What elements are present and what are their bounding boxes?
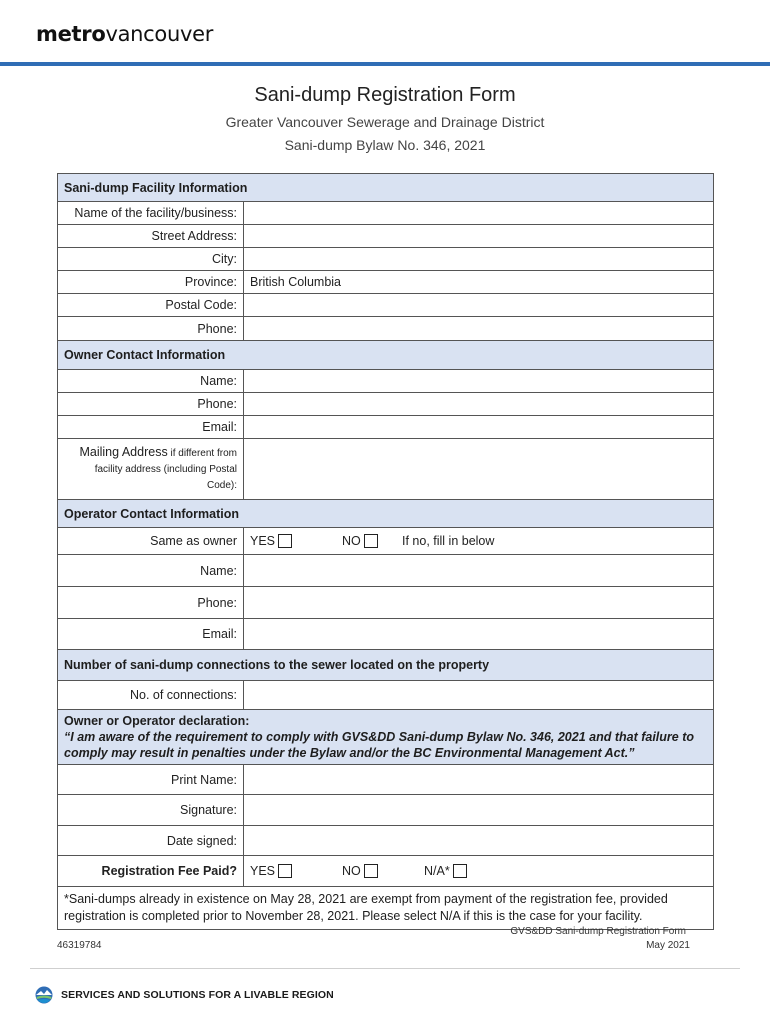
owner-section-heading: Owner Contact Information <box>58 341 714 370</box>
same-as-owner-no[interactable] <box>342 534 402 549</box>
operator-name-field[interactable] <box>244 555 714 587</box>
same-as-owner-yes-label: YES <box>250 533 276 548</box>
declaration-heading: Owner or Operator declaration: <box>64 714 250 728</box>
footer-rule <box>30 968 740 969</box>
fee-paid-yes[interactable] <box>250 864 342 879</box>
facility-name-field[interactable] <box>244 202 714 225</box>
fee-paid-no-checkbox[interactable] <box>364 864 378 878</box>
footer-date: May 2021 <box>646 940 690 951</box>
fee-paid-na[interactable] <box>424 864 467 879</box>
connections-section-heading: Number of sani-dump connections to the sewer located on the property <box>58 650 714 681</box>
print-name-label: Print Name: <box>58 765 244 795</box>
postal-code-field[interactable] <box>244 294 714 317</box>
signature-label: Signature: <box>58 795 244 826</box>
operator-name-label: Name: <box>58 555 244 587</box>
owner-name-field[interactable] <box>244 370 714 393</box>
facility-phone-field[interactable] <box>244 317 714 341</box>
fee-paid-options <box>244 856 714 887</box>
registration-form-table <box>57 173 714 930</box>
connections-field[interactable] <box>244 681 714 710</box>
operator-email-field[interactable] <box>244 619 714 650</box>
fee-paid-yes-label: YES <box>250 863 276 878</box>
fee-paid-na-checkbox[interactable] <box>453 864 467 878</box>
same-as-owner-yes-checkbox[interactable] <box>278 534 292 548</box>
postal-code-label: Postal Code: <box>58 294 244 317</box>
owner-name-label: Name: <box>58 370 244 393</box>
page-title: Sani-dump Registration Form <box>254 84 516 106</box>
mailing-address-field[interactable] <box>244 439 714 500</box>
document-number: 46319784 <box>57 940 102 951</box>
facility-phone-label: Phone: <box>58 317 244 341</box>
signature-field[interactable] <box>244 795 714 826</box>
owner-phone-field[interactable] <box>244 393 714 416</box>
declaration-statement: “I am aware of the requirement to comply with GVS&DD Sani-dump Bylaw No. 346, 2021 and that failure to comply may result in penalties under the Bylaw and/or the BC Environmental Management Act.” <box>64 730 694 760</box>
street-address-label: Street Address: <box>58 225 244 248</box>
fee-paid-label: Registration Fee Paid? <box>58 856 244 887</box>
same-as-owner-options <box>244 528 714 555</box>
exemption-note: *Sani-dumps already in existence on May 28, 2021 are exempt from payment of the registration fee, provided registration is completed prior to November 28, 2021. Please select N/A if this is the case for your facility. <box>58 887 714 930</box>
street-address-field[interactable] <box>244 225 714 248</box>
province-field[interactable]: British Columbia <box>244 271 714 294</box>
operator-phone-label: Phone: <box>58 587 244 619</box>
metro-vancouver-emblem-icon <box>35 986 53 1004</box>
bylaw-subtitle: Sani-dump Bylaw No. 346, 2021 <box>284 137 486 153</box>
date-signed-field[interactable] <box>244 826 714 856</box>
fee-paid-no-label: NO <box>342 863 361 878</box>
header-rule <box>0 62 770 66</box>
same-as-owner-no-checkbox[interactable] <box>364 534 378 548</box>
fee-paid-na-label: N/A* <box>424 863 450 878</box>
owner-email-label: Email: <box>58 416 244 439</box>
same-as-owner-no-label: NO <box>342 533 361 548</box>
fee-paid-no[interactable] <box>342 864 424 879</box>
city-field[interactable] <box>244 248 714 271</box>
operator-email-label: Email: <box>58 619 244 650</box>
print-name-field[interactable] <box>244 765 714 795</box>
logo-bold-text: metro <box>36 22 106 46</box>
city-label: City: <box>58 248 244 271</box>
same-as-owner-label: Same as owner <box>58 528 244 555</box>
district-subtitle: Greater Vancouver Sewerage and Drainage District <box>225 114 545 130</box>
mailing-address-note: if different from facility address (including Postal Code): <box>94 448 237 491</box>
connections-label: No. of connections: <box>58 681 244 710</box>
logo-regular-text: vancouver <box>105 22 214 46</box>
if-no-note: If no, fill in below <box>402 533 495 548</box>
facility-section-heading: Sani-dump Facility Information <box>58 174 714 202</box>
owner-email-field[interactable] <box>244 416 714 439</box>
operator-phone-field[interactable] <box>244 587 714 619</box>
declaration-section <box>58 710 714 765</box>
mailing-address-label <box>58 439 244 500</box>
same-as-owner-yes[interactable] <box>250 534 342 549</box>
facility-name-label: Name of the facility/business: <box>58 202 244 225</box>
mailing-address-label-text: Mailing Address <box>79 445 168 459</box>
footer-form-name: GVS&DD Sani-dump Registration Form <box>510 926 686 937</box>
operator-section-heading: Operator Contact Information <box>58 500 714 528</box>
owner-phone-label: Phone: <box>58 393 244 416</box>
date-signed-label: Date signed: <box>58 826 244 856</box>
footer-tagline: SERVICES AND SOLUTIONS FOR A LIVABLE REGION <box>61 989 334 1001</box>
metro-vancouver-logo <box>36 22 213 46</box>
fee-paid-yes-checkbox[interactable] <box>278 864 292 878</box>
province-label: Province: <box>58 271 244 294</box>
